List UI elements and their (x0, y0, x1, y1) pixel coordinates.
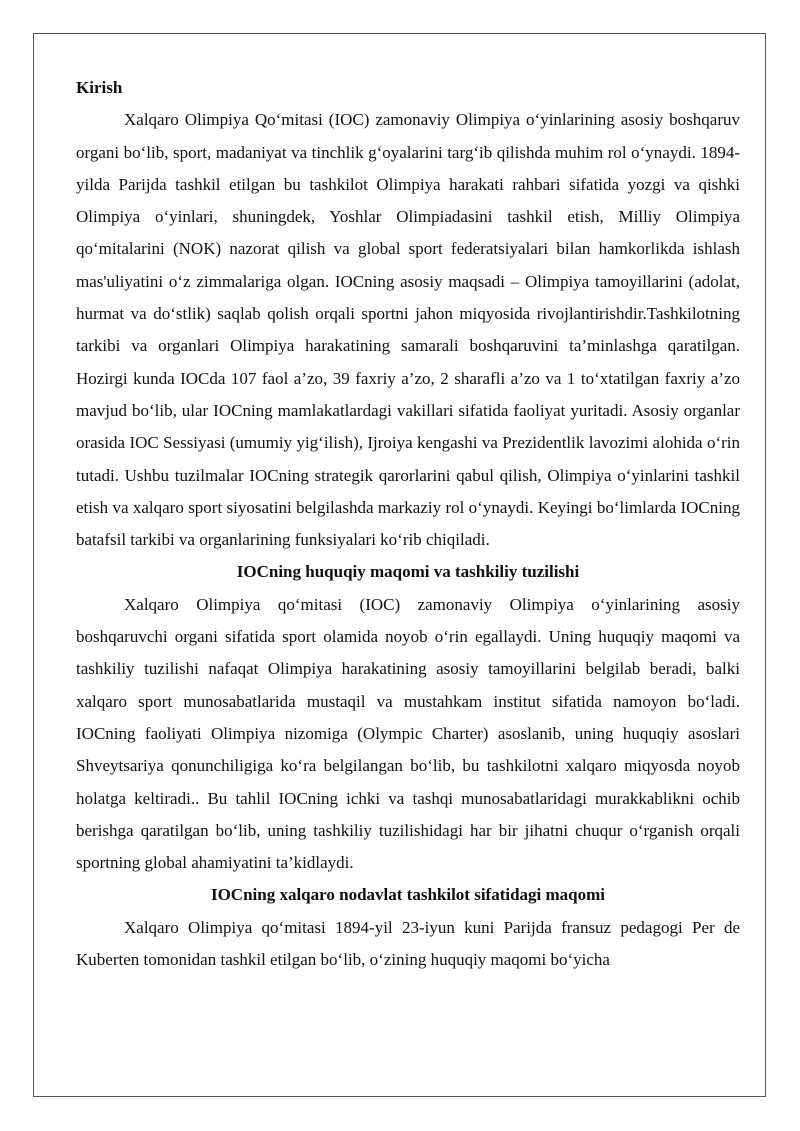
section-heading-intro: Kirish (76, 78, 123, 97)
section-heading-ngo-status: IOCning xalqaro nodavlat tashkilot sifatidagi maqomi (210, 885, 606, 905)
paragraph-ngo-status: Xalqaro Olimpiya qo‘mitasi 1894-yil 23-iyun kuni Parijda fransuz pedagogi Per de Kuberten tomonidan tashkil etilgan bo‘lib, o‘zining huquqiy maqomi bo‘yicha (76, 917, 740, 970)
section-heading-legal-status: IOCning huquqiy maqomi va tashkiliy tuzilishi (236, 562, 580, 582)
document-body (76, 72, 740, 976)
paragraph-legal-status: Xalqaro Olimpiya qo‘mitasi (IOC) zamonaviy Olimpiya o‘yinlarining asosiy boshqaruvchi organi sifatida sport olamida noyob o‘rin egallaydi. Uning huquqiy maqomi va tashkiliy tuzilishi nafaqat Olimpiya harakatining asosiy tamoyillarini belgilab beradi, balki xalqaro sport munosabatlarida mustaqil va mustahkam institut sifatida namoyon bo‘ladi. IOCning faoliyati Olimpiya nizomiga (Olympic Charter) asoslanib, uning huquqiy asoslari Shveytsariya qonunchiligiga ko‘ra belgilangan bo‘lib, bu tashkilotni xalqaro miqyosda noyob holatga keltiradi.. Bu tahlil IOCning ichki va tashqi munosabatlaridagi murakkablikni ochib berishga qaratilgan bo‘lib, uning tashkiliy tuzilishidagi har bir jihatni chuqur o‘rganish orqali sportning global ahamiyatini ta’kidlaydi. (76, 594, 740, 873)
paragraph-intro: Xalqaro Olimpiya Qo‘mitasi (IOC) zamonaviy Olimpiya o‘yinlarining asosiy boshqaruv organi bo‘lib, sport, madaniyat va tinchlik g‘oyalarini targ‘ib qilishda muhim rol o‘ynaydi. 1894-yilda Parijda tashkil etilgan bu tashkilot Olimpiya harakati rahbari sifatida yozgi va qishki Olimpiya o‘yinlari, shuningdek, Yoshlar Olimpiadasini tashkil etish, Milliy Olimpiya qo‘mitalarini (NOK) nazorat qilish va global sport federatsiyalari bilan hamkorlikda ishlash mas'uliyatini o‘z zimmalariga olgan. IOCning asosiy maqsadi – Olimpiya tamoyillarini (adolat, hurmat va do‘stlik) saqlab qolish orqali sportni jahon miqyosida rivojlantirishdir.Tashkilotning tarkibi va organlari Olimpiya harakatining samarali boshqaruvini ta’minlashga qaratilgan. Hozirgi kunda IOCda 107 faol a’zo, 39 faxriy a’zo, 2 sharafli a’zo va 1 to‘xtatilgan faxriy a’zo mavjud bo‘lib, ular IOCning mamlakatlardagi vakillari sifatida faoliyat yuritadi. Asosiy organlar orasida IOC Sessiyasi (umumiy yig‘ilish), Ijroiya kengashi va Prezidentlik lavozimi alohida o‘rin tutadi. Ushbu tuzilmalar IOCning strategik qarorlarini qabul qilish, Olimpiya o‘yinlarini tashkil etish va xalqaro sport siyosatini belgilashda markaziy rol o‘ynaydi. Keyingi bo‘limlarda IOCning batafsil tarkibi va organlarining funksiyalari ko‘rib chiqiladi. (76, 110, 740, 550)
